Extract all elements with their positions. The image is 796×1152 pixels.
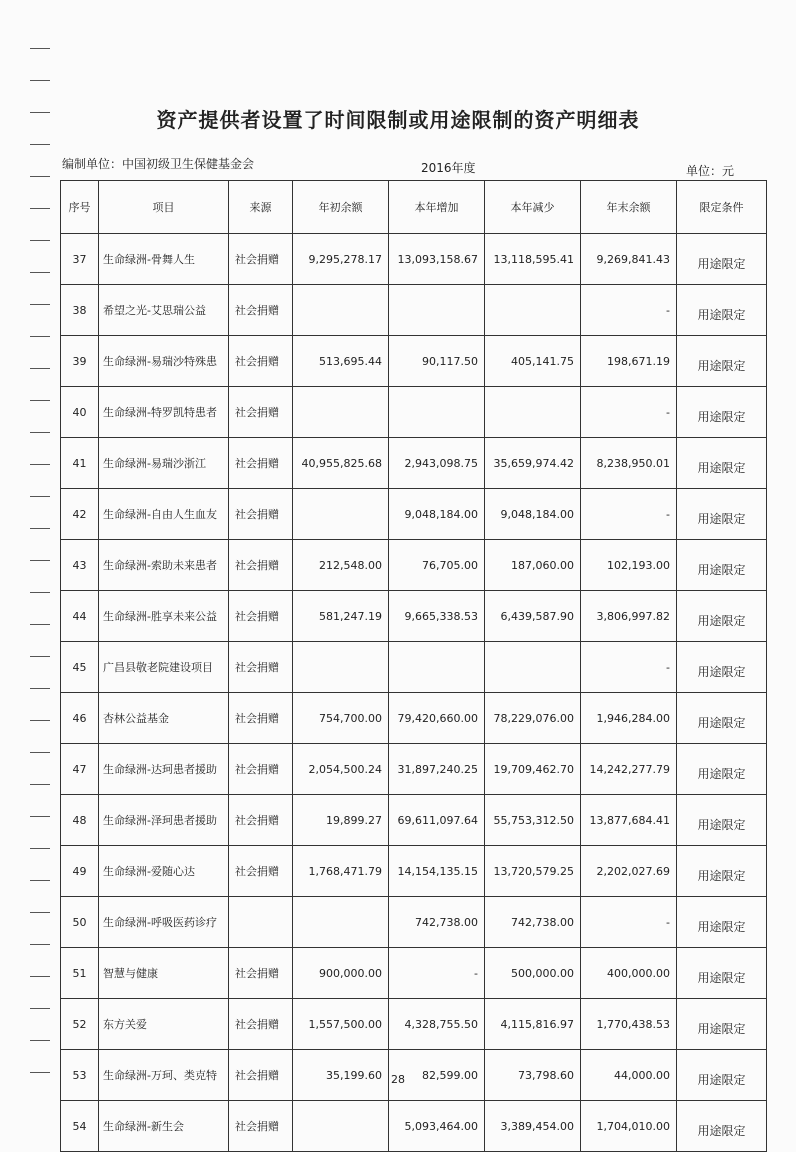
cell-increase: 742,738.00 bbox=[389, 897, 485, 948]
asset-detail-table bbox=[60, 180, 767, 1152]
cell-ending-balance: 8,238,950.01 bbox=[581, 438, 677, 489]
cell-decrease: 9,048,184.00 bbox=[485, 489, 581, 540]
cell-project: 生命绿洲-达珂患者援助 bbox=[99, 744, 229, 795]
cell-ending-balance: 198,671.19 bbox=[581, 336, 677, 387]
cell-ending-balance: 102,193.00 bbox=[581, 540, 677, 591]
header-no: 序号 bbox=[61, 181, 99, 234]
cell-decrease: 35,659,974.42 bbox=[485, 438, 581, 489]
cell-source: 社会捐赠 bbox=[229, 948, 293, 999]
cell-source: 社会捐赠 bbox=[229, 591, 293, 642]
cell-increase bbox=[389, 387, 485, 438]
cell-increase: - bbox=[389, 948, 485, 999]
cell-decrease: 187,060.00 bbox=[485, 540, 581, 591]
cell-beginning-balance: 1,768,471.79 bbox=[293, 846, 389, 897]
cell-ending-balance: 9,269,841.43 bbox=[581, 234, 677, 285]
cell-project: 智慧与健康 bbox=[99, 948, 229, 999]
cell-no: 44 bbox=[61, 591, 99, 642]
cell-project: 生命绿洲-泽珂患者援助 bbox=[99, 795, 229, 846]
cell-project: 希望之光-艾思瑞公益 bbox=[99, 285, 229, 336]
page-title: 资产提供者设置了时间限制或用途限制的资产明细表 bbox=[156, 108, 640, 132]
page-number: 28 bbox=[391, 1073, 405, 1086]
cell-source: 社会捐赠 bbox=[229, 693, 293, 744]
cell-increase: 5,093,464.00 bbox=[389, 1101, 485, 1152]
cell-source: 社会捐赠 bbox=[229, 387, 293, 438]
table-row bbox=[61, 999, 767, 1050]
cell-increase bbox=[389, 642, 485, 693]
cell-no: 48 bbox=[61, 795, 99, 846]
cell-project: 杏林公益基金 bbox=[99, 693, 229, 744]
table-row bbox=[61, 285, 767, 336]
cell-project: 生命绿洲-新生会 bbox=[99, 1101, 229, 1152]
cell-restriction: 用途限定 bbox=[677, 795, 767, 846]
table-row bbox=[61, 438, 767, 489]
cell-restriction: 用途限定 bbox=[677, 591, 767, 642]
cell-project: 生命绿洲-易瑞沙浙江 bbox=[99, 438, 229, 489]
header-source: 来源 bbox=[229, 181, 293, 234]
cell-beginning-balance: 9,295,278.17 bbox=[293, 234, 389, 285]
cell-increase: 14,154,135.15 bbox=[389, 846, 485, 897]
header-increase: 本年增加 bbox=[389, 181, 485, 234]
cell-source: 社会捐赠 bbox=[229, 795, 293, 846]
cell-project: 生命绿洲-特罗凯特患者 bbox=[99, 387, 229, 438]
cell-restriction: 用途限定 bbox=[677, 336, 767, 387]
cell-no: 42 bbox=[61, 489, 99, 540]
cell-ending-balance: 2,202,027.69 bbox=[581, 846, 677, 897]
cell-no: 39 bbox=[61, 336, 99, 387]
table-row bbox=[61, 489, 767, 540]
cell-decrease: 13,720,579.25 bbox=[485, 846, 581, 897]
table-row bbox=[61, 387, 767, 438]
cell-restriction: 用途限定 bbox=[677, 642, 767, 693]
cell-no: 37 bbox=[61, 234, 99, 285]
cell-decrease: 500,000.00 bbox=[485, 948, 581, 999]
cell-restriction: 用途限定 bbox=[677, 489, 767, 540]
cell-beginning-balance: 40,955,825.68 bbox=[293, 438, 389, 489]
cell-increase: 13,093,158.67 bbox=[389, 234, 485, 285]
currency-unit: 单位：元 bbox=[686, 164, 735, 178]
cell-project: 生命绿洲-万珂、类克特 bbox=[99, 1050, 229, 1101]
reporting-unit: 编制单位：中国初级卫生保健基金会 bbox=[62, 157, 255, 171]
cell-no: 47 bbox=[61, 744, 99, 795]
cell-decrease bbox=[485, 285, 581, 336]
cell-decrease: 73,798.60 bbox=[485, 1050, 581, 1101]
table-row bbox=[61, 642, 767, 693]
cell-increase bbox=[389, 285, 485, 336]
cell-increase: 82,599.00 bbox=[389, 1050, 485, 1101]
cell-restriction: 用途限定 bbox=[677, 846, 767, 897]
cell-decrease: 13,118,595.41 bbox=[485, 234, 581, 285]
cell-source: 社会捐赠 bbox=[229, 1101, 293, 1152]
cell-beginning-balance: 900,000.00 bbox=[293, 948, 389, 999]
table-row bbox=[61, 693, 767, 744]
cell-source: 社会捐赠 bbox=[229, 846, 293, 897]
table-row bbox=[61, 744, 767, 795]
cell-project: 广昌县敬老院建设项目 bbox=[99, 642, 229, 693]
cell-beginning-balance: 581,247.19 bbox=[293, 591, 389, 642]
cell-source bbox=[229, 897, 293, 948]
cell-restriction: 用途限定 bbox=[677, 1101, 767, 1152]
table-row bbox=[61, 540, 767, 591]
cell-no: 53 bbox=[61, 1050, 99, 1101]
cell-project: 生命绿洲-骨舞人生 bbox=[99, 234, 229, 285]
cell-source: 社会捐赠 bbox=[229, 1050, 293, 1101]
cell-beginning-balance: 19,899.27 bbox=[293, 795, 389, 846]
cell-project: 生命绿洲-爱随心达 bbox=[99, 846, 229, 897]
cell-decrease bbox=[485, 642, 581, 693]
cell-increase: 9,048,184.00 bbox=[389, 489, 485, 540]
cell-ending-balance: - bbox=[581, 387, 677, 438]
cell-increase: 9,665,338.53 bbox=[389, 591, 485, 642]
cell-project: 生命绿洲-呼吸医药诊疗 bbox=[99, 897, 229, 948]
cell-no: 45 bbox=[61, 642, 99, 693]
cell-restriction: 用途限定 bbox=[677, 897, 767, 948]
cell-beginning-balance bbox=[293, 387, 389, 438]
cell-increase: 79,420,660.00 bbox=[389, 693, 485, 744]
header-beginning-balance: 年初余额 bbox=[293, 181, 389, 234]
cell-source: 社会捐赠 bbox=[229, 438, 293, 489]
cell-ending-balance: 1,770,438.53 bbox=[581, 999, 677, 1050]
cell-decrease: 742,738.00 bbox=[485, 897, 581, 948]
cell-source: 社会捐赠 bbox=[229, 999, 293, 1050]
cell-ending-balance: 1,946,284.00 bbox=[581, 693, 677, 744]
cell-ending-balance: - bbox=[581, 489, 677, 540]
cell-beginning-balance bbox=[293, 285, 389, 336]
cell-beginning-balance bbox=[293, 897, 389, 948]
cell-decrease: 3,389,454.00 bbox=[485, 1101, 581, 1152]
cell-restriction: 用途限定 bbox=[677, 1050, 767, 1101]
cell-no: 40 bbox=[61, 387, 99, 438]
cell-no: 46 bbox=[61, 693, 99, 744]
cell-no: 54 bbox=[61, 1101, 99, 1152]
cell-ending-balance: - bbox=[581, 897, 677, 948]
cell-source: 社会捐赠 bbox=[229, 642, 293, 693]
cell-no: 50 bbox=[61, 897, 99, 948]
cell-source: 社会捐赠 bbox=[229, 285, 293, 336]
cell-no: 43 bbox=[61, 540, 99, 591]
cell-increase: 76,705.00 bbox=[389, 540, 485, 591]
cell-source: 社会捐赠 bbox=[229, 234, 293, 285]
cell-ending-balance: 400,000.00 bbox=[581, 948, 677, 999]
cell-restriction: 用途限定 bbox=[677, 693, 767, 744]
cell-restriction: 用途限定 bbox=[677, 387, 767, 438]
cell-decrease: 6,439,587.90 bbox=[485, 591, 581, 642]
cell-beginning-balance: 35,199.60 bbox=[293, 1050, 389, 1101]
cell-project: 生命绿洲-自由人生血友 bbox=[99, 489, 229, 540]
cell-beginning-balance bbox=[293, 1101, 389, 1152]
cell-ending-balance: 44,000.00 bbox=[581, 1050, 677, 1101]
cell-decrease bbox=[485, 387, 581, 438]
cell-source: 社会捐赠 bbox=[229, 540, 293, 591]
cell-ending-balance: 3,806,997.82 bbox=[581, 591, 677, 642]
cell-increase: 2,943,098.75 bbox=[389, 438, 485, 489]
cell-decrease: 19,709,462.70 bbox=[485, 744, 581, 795]
header-restriction: 限定条件 bbox=[677, 181, 767, 234]
cell-increase: 31,897,240.25 bbox=[389, 744, 485, 795]
cell-restriction: 用途限定 bbox=[677, 999, 767, 1050]
cell-no: 52 bbox=[61, 999, 99, 1050]
cell-ending-balance: 13,877,684.41 bbox=[581, 795, 677, 846]
cell-ending-balance: - bbox=[581, 642, 677, 693]
cell-restriction: 用途限定 bbox=[677, 438, 767, 489]
cell-increase: 69,611,097.64 bbox=[389, 795, 485, 846]
table-row bbox=[61, 1101, 767, 1152]
cell-decrease: 78,229,076.00 bbox=[485, 693, 581, 744]
cell-project: 东方关爱 bbox=[99, 999, 229, 1050]
cell-project: 生命绿洲-易瑞沙特殊患 bbox=[99, 336, 229, 387]
cell-ending-balance: - bbox=[581, 285, 677, 336]
cell-source: 社会捐赠 bbox=[229, 744, 293, 795]
cell-ending-balance: 1,704,010.00 bbox=[581, 1101, 677, 1152]
table-row bbox=[61, 846, 767, 897]
table-row bbox=[61, 795, 767, 846]
header-decrease: 本年减少 bbox=[485, 181, 581, 234]
cell-no: 51 bbox=[61, 948, 99, 999]
cell-beginning-balance: 212,548.00 bbox=[293, 540, 389, 591]
cell-beginning-balance: 513,695.44 bbox=[293, 336, 389, 387]
cell-restriction: 用途限定 bbox=[677, 744, 767, 795]
cell-beginning-balance: 1,557,500.00 bbox=[293, 999, 389, 1050]
cell-restriction: 用途限定 bbox=[677, 234, 767, 285]
cell-beginning-balance: 754,700.00 bbox=[293, 693, 389, 744]
cell-ending-balance: 14,242,277.79 bbox=[581, 744, 677, 795]
header-ending-balance: 年末余额 bbox=[581, 181, 677, 234]
cell-beginning-balance bbox=[293, 642, 389, 693]
cell-source: 社会捐赠 bbox=[229, 336, 293, 387]
cell-restriction: 用途限定 bbox=[677, 948, 767, 999]
cell-increase: 90,117.50 bbox=[389, 336, 485, 387]
cell-no: 38 bbox=[61, 285, 99, 336]
cell-project: 生命绿洲-胜享未来公益 bbox=[99, 591, 229, 642]
table-header-row bbox=[61, 181, 767, 234]
table-row bbox=[61, 897, 767, 948]
cell-project: 生命绿洲-索助未来患者 bbox=[99, 540, 229, 591]
cell-restriction: 用途限定 bbox=[677, 285, 767, 336]
cell-decrease: 4,115,816.97 bbox=[485, 999, 581, 1050]
cell-no: 41 bbox=[61, 438, 99, 489]
header-project: 项目 bbox=[99, 181, 229, 234]
cell-beginning-balance bbox=[293, 489, 389, 540]
table-row bbox=[61, 948, 767, 999]
cell-restriction: 用途限定 bbox=[677, 540, 767, 591]
cell-decrease: 55,753,312.50 bbox=[485, 795, 581, 846]
cell-no: 49 bbox=[61, 846, 99, 897]
fiscal-year: 2016年度 bbox=[421, 161, 476, 175]
cell-beginning-balance: 2,054,500.24 bbox=[293, 744, 389, 795]
cell-increase: 4,328,755.50 bbox=[389, 999, 485, 1050]
table-row bbox=[61, 336, 767, 387]
cell-source: 社会捐赠 bbox=[229, 489, 293, 540]
table-row bbox=[61, 234, 767, 285]
table-row bbox=[61, 591, 767, 642]
cell-decrease: 405,141.75 bbox=[485, 336, 581, 387]
